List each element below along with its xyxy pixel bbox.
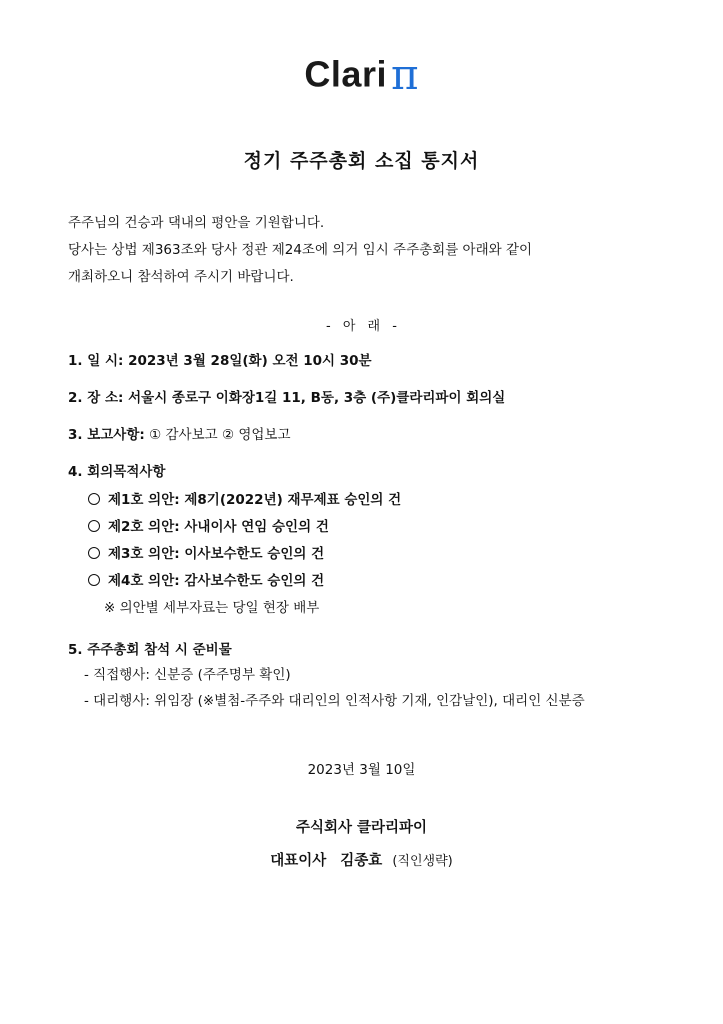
meeting-date-value: 2023년 3월 28일(화) 오전 10시 30분 bbox=[128, 353, 372, 369]
reports-label: 3. 보고사항: bbox=[68, 427, 145, 443]
document-title: 정기 주주총회 소집 통지서 bbox=[243, 150, 480, 172]
section-marker: - 아 래 - bbox=[326, 319, 397, 334]
agenda-entry-text: 제1호 의안: 제8기(2022년) 재무제표 승인의 건 bbox=[108, 492, 402, 508]
meeting-place-value: 서울시 종로구 이화장1길 11, B동, 3층 (주)클라리파이 회의실 bbox=[128, 390, 506, 406]
agenda-entry-text: 제3호 의안: 이사보수한도 승인의 건 bbox=[108, 546, 325, 562]
agenda-entry bbox=[88, 515, 329, 535]
reports-value: ① 감사보고 ② 영업보고 bbox=[149, 427, 291, 443]
logo-pi-symbol: π bbox=[390, 50, 419, 99]
meeting-date-label: 1. 일 시: bbox=[68, 353, 124, 369]
ceo-signature-line bbox=[0, 849, 723, 870]
ceo-role: 대표이사 bbox=[270, 853, 327, 869]
agenda-label: 4. 회의목적사항 bbox=[68, 464, 166, 480]
agenda-entry-text: 제2호 의안: 사내이사 연임 승인의 건 bbox=[108, 519, 329, 535]
meeting-place-label: 2. 장 소: bbox=[68, 390, 124, 406]
circle-bullet-icon bbox=[88, 520, 100, 532]
intro-line-3: 개최하오니 참석하여 주시기 바랍니다. bbox=[68, 269, 294, 285]
intro-paragraph bbox=[68, 210, 532, 291]
ceo-name: 김종효 bbox=[340, 853, 383, 869]
agenda-entry bbox=[88, 488, 401, 508]
circle-bullet-icon bbox=[88, 493, 100, 505]
agenda-entry bbox=[88, 542, 324, 562]
company-name: 주식회사 클라리파이 bbox=[295, 820, 428, 836]
intro-line-1: 주주님의 건승과 댁내의 평안을 기원합니다. bbox=[68, 215, 325, 231]
agenda-entry bbox=[88, 569, 324, 589]
preparation-label: 5. 주주총회 참석 시 준비물 bbox=[68, 642, 232, 658]
seal-note: (직인생략) bbox=[392, 854, 453, 869]
circle-bullet-icon bbox=[88, 547, 100, 559]
meeting-date-item bbox=[68, 349, 372, 369]
agenda-note: ※ 의안별 세부자료는 당일 현장 배부 bbox=[104, 600, 320, 616]
company-logo bbox=[0, 50, 723, 99]
preparation-proxy: - 대리행사: 위임장 (※별첨-주주와 대리인의 인적사항 기재, 인감날인), 대리인 신분증 bbox=[84, 693, 585, 709]
reports-item bbox=[68, 423, 291, 443]
logo-text: Clari bbox=[304, 53, 387, 95]
meeting-place-item bbox=[68, 386, 505, 406]
issue-date: 2023년 3월 10일 bbox=[307, 762, 416, 778]
circle-bullet-icon bbox=[88, 574, 100, 586]
preparation-direct: - 직접행사: 신분증 (주주명부 확인) bbox=[84, 667, 291, 683]
agenda-entry-text: 제4호 의안: 감사보수한도 승인의 건 bbox=[108, 573, 325, 589]
intro-line-2: 당사는 상법 제363조와 당사 정관 제24조에 의거 임시 주주총회를 아래와 같이 bbox=[68, 242, 533, 258]
